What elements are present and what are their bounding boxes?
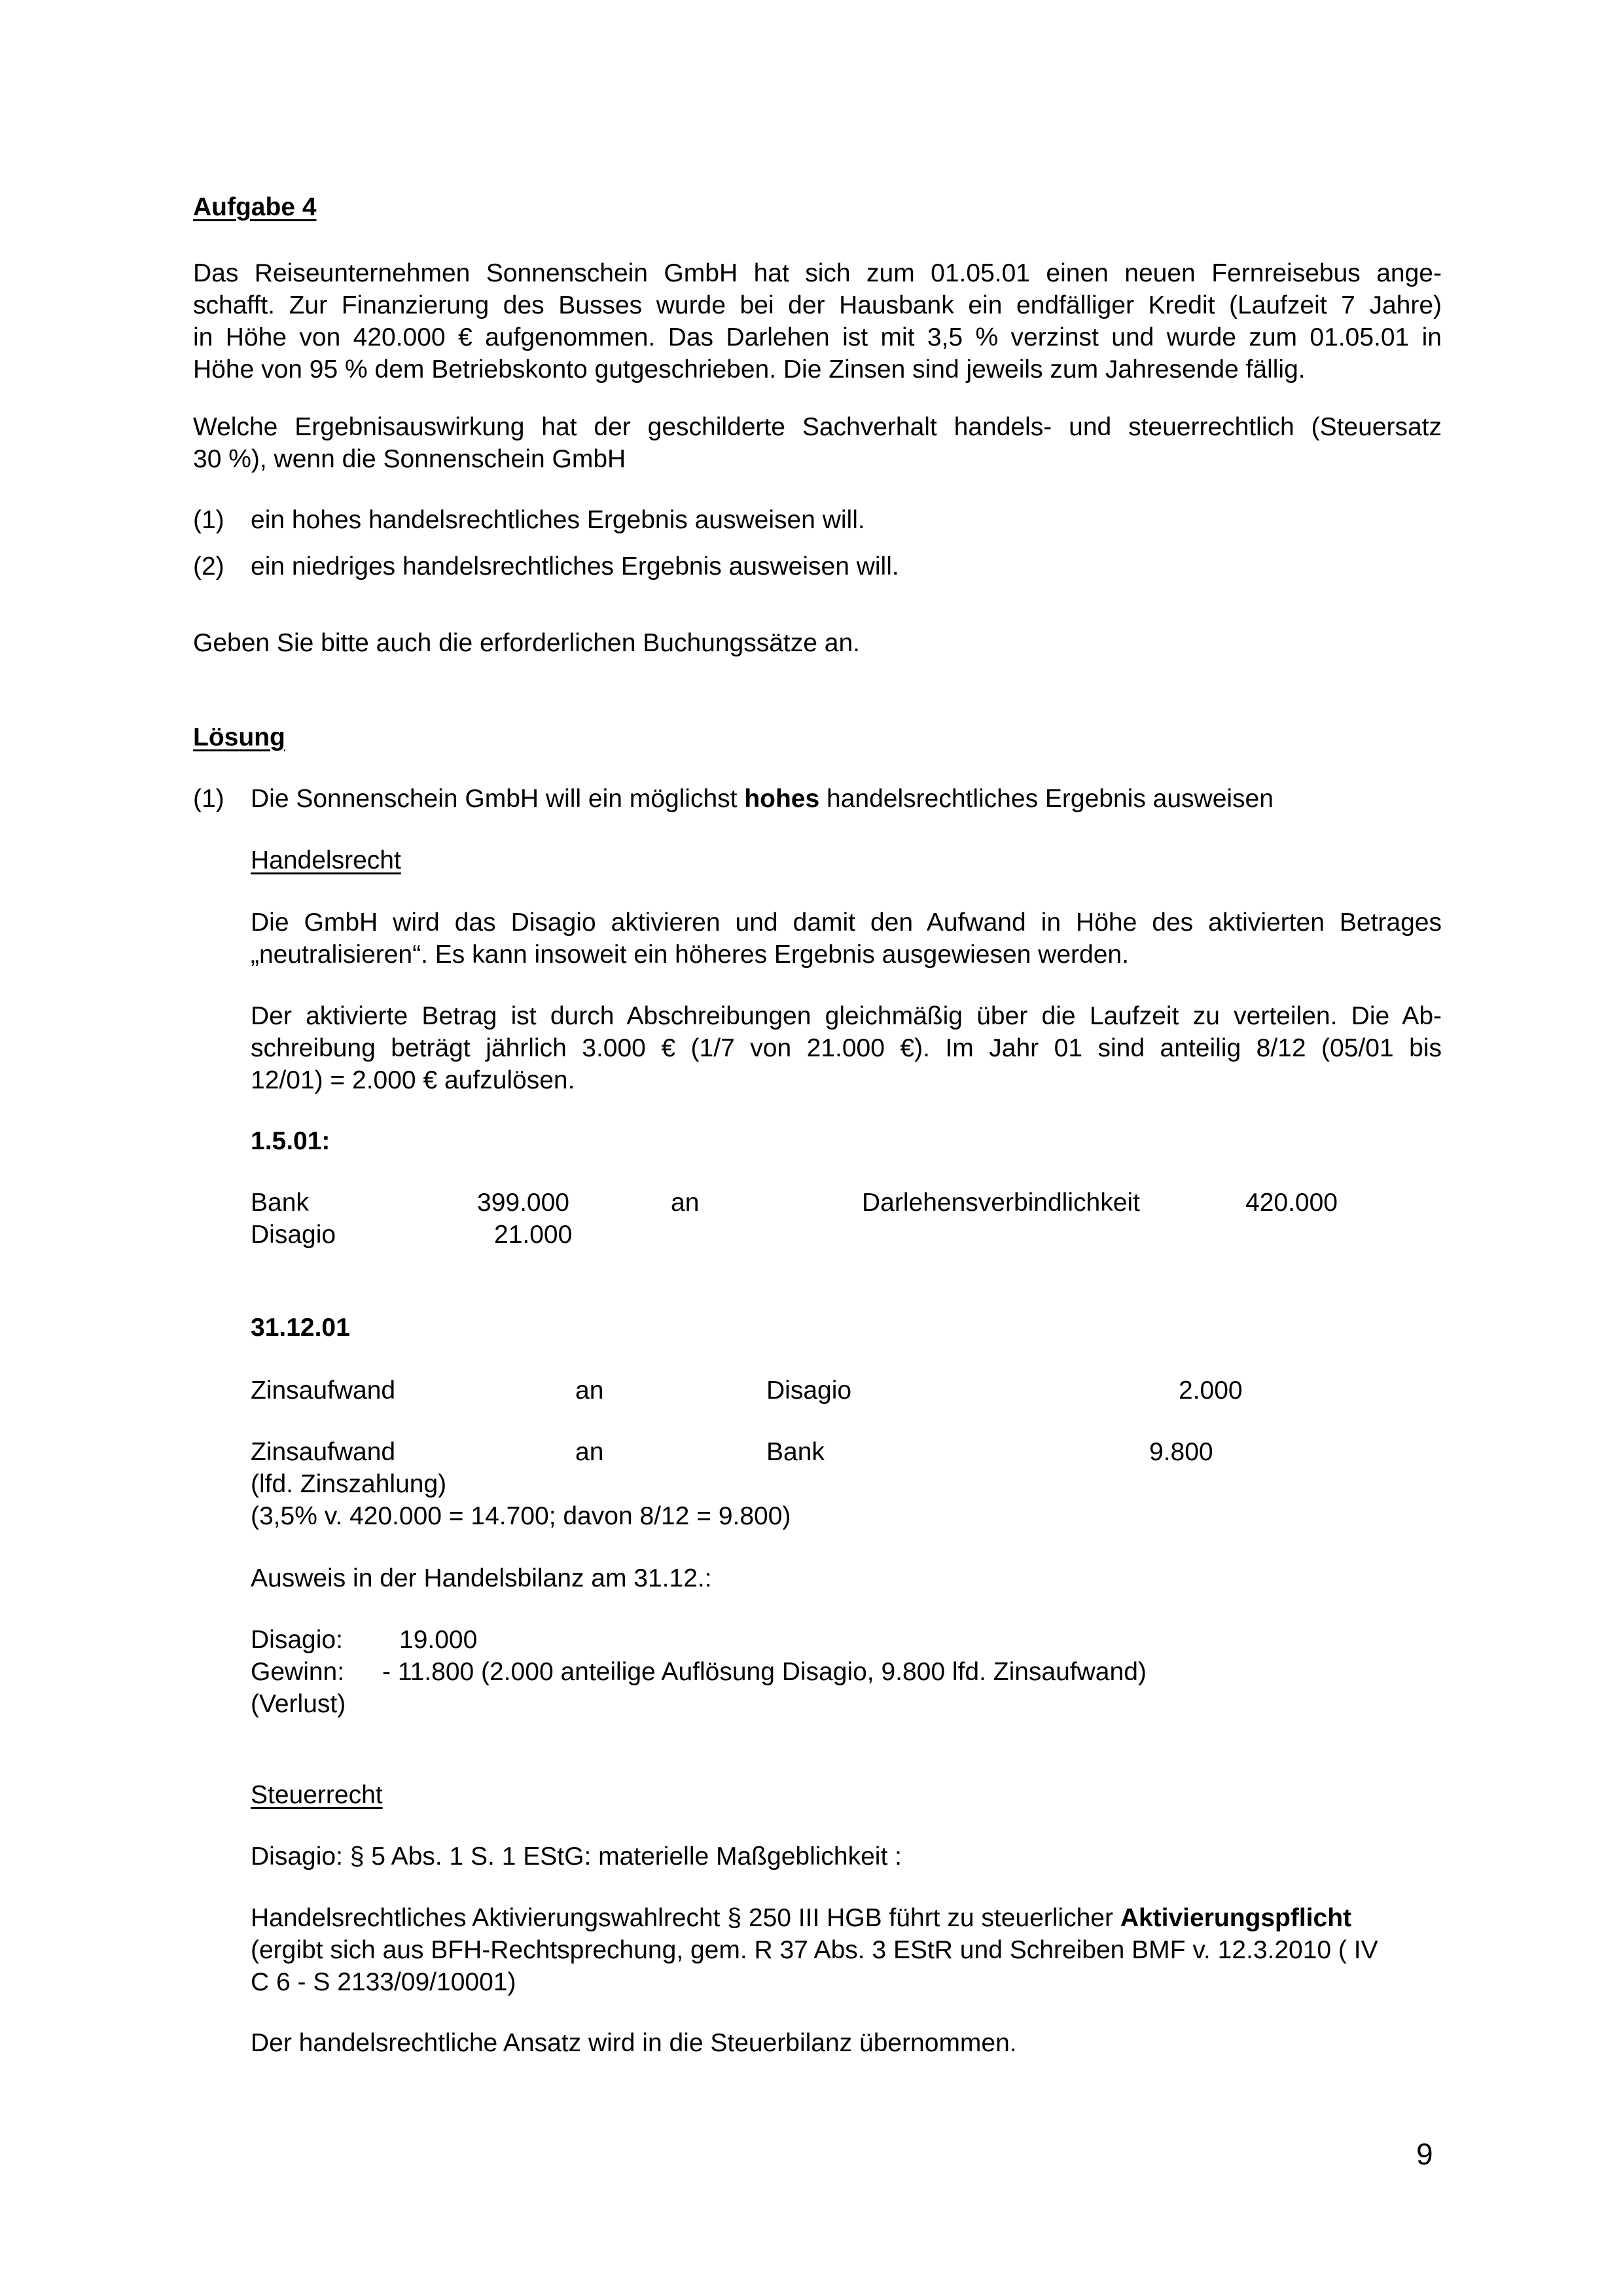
steuerrecht-text-part: Handelsrechtliches Aktivierungswahlrecht § 250 III HGB führt zu steuerlicher (251, 1904, 1120, 1932)
ausweis-disagio-label: Disagio: (251, 1626, 343, 1654)
booking-date-1: 1.5.01: (251, 1127, 330, 1155)
paragraph-line: Der aktivierte Betrag ist durch Abschreibungen gleichmäßig über die Laufzeit zu verteilen. Die Ab- (251, 1002, 1442, 1030)
paragraph-line: in Höhe von 420.000 € aufgenommen. Das Darlehen ist mit 3,5 % verzinst und wurde zum 01.05.01 in (193, 323, 1442, 351)
booking1-an: an (671, 1189, 700, 1217)
ausweis-gewinn-label: Gewinn: (251, 1658, 345, 1686)
handelsrecht-heading: Handelsrecht (251, 846, 401, 874)
paragraph-line: Die GmbH wird das Disagio aktivieren und damit den Aufwand in Höhe des aktivierten Betrages (251, 908, 1442, 937)
paragraph-line: schreibung beträgt jährlich 3.000 € (1/7 von 21.000 €). Im Jahr 01 sind anteilig 8/12 (05/01 bis (251, 1034, 1442, 1062)
paragraph-line: „neutralisieren“. Es kann insoweit ein höheres Ergebnis ausgewiesen werden. (251, 941, 1129, 969)
steuerrecht-last-line: Der handelsrechtliche Ansatz wird in die Steuerbilanz übernommen. (251, 2029, 1017, 2057)
aufgabe-paragraph-2 (193, 411, 1442, 475)
paragraph-line: Höhe von 95 % dem Betriebskonto gutgeschrieben. Die Zinsen sind jeweils zum Jahresende fällig. (193, 355, 1306, 384)
ausweis-disagio-value: 19.000 (399, 1626, 478, 1654)
item-text-2: ein niedriges handelsrechtliches Ergebnis ausweisen will. (251, 552, 899, 581)
booking3-account: Zinsaufwand (251, 1438, 396, 1466)
case-text-part: handelsrechtliches Ergebnis ausweisen (819, 785, 1274, 813)
case-text-1 (251, 783, 1274, 815)
booking3-note-2: (3,5% v. 420.000 = 14.700; davon 8/12 = 9.800) (251, 1502, 791, 1530)
case-number-1: (1) (193, 785, 224, 813)
steuerrecht-text-bold: Aktivierungspflicht (1120, 1904, 1352, 1932)
handelsrecht-paragraph-1 (251, 906, 1442, 971)
booking1-counter-amount: 420.000 (1245, 1189, 1338, 1217)
ausweis-heading: Ausweis in der Handelsbilanz am 31.12.: (251, 1564, 712, 1592)
item-number-1: (1) (193, 506, 224, 534)
booking2-an: an (575, 1376, 604, 1405)
ausweis-gewinn-value: - 11.800 (2.000 anteilige Auflösung Disagio, 9.800 lfd. Zinsaufwand) (382, 1658, 1147, 1686)
steuerrecht-paragraph-line-2: (ergibt sich aus BFH-Rechtsprechung, gem. R 37 Abs. 3 EStR und Schreiben BMF v. 12.3.2010 ( IV (251, 1936, 1378, 1964)
aufgabe-paragraph-3: Geben Sie bitte auch die erforderlichen Buchungssätze an. (193, 629, 860, 657)
steuerrecht-heading: Steuerrecht (251, 1781, 383, 1809)
booking3-note-1: (lfd. Zinszahlung) (251, 1470, 447, 1498)
booking1-counter-account: Darlehensverbindlichkeit (862, 1189, 1140, 1217)
paragraph-line: schafft. Zur Finanzierung des Busses wurde bei der Hausbank ein endfälliger Kredit (Laufzeit 7 Jahre) (193, 291, 1442, 319)
steuerrecht-line-1: Disagio: § 5 Abs. 1 S. 1 EStG: materielle Maßgeblichkeit : (251, 1842, 902, 1871)
booking-date-2: 31.12.01 (251, 1314, 350, 1342)
item-text-1: ein hohes handelsrechtliches Ergebnis ausweisen will. (251, 506, 865, 534)
steuerrecht-paragraph-line-1 (251, 1902, 1351, 1934)
paragraph-line: Das Reiseunternehmen Sonnenschein GmbH hat sich zum 01.05.01 einen neuen Fernreisebus ange- (193, 259, 1442, 287)
booking1-account-2: Disagio (251, 1221, 336, 1249)
booking2-amount: 2.000 (1179, 1376, 1243, 1405)
booking2-counter-account: Disagio (766, 1376, 852, 1405)
aufgabe-paragraph-1 (193, 257, 1442, 386)
booking3-an: an (575, 1438, 604, 1466)
booking3-amount: 9.800 (1149, 1438, 1213, 1466)
paragraph-line: 30 %), wenn die Sonnenschein GmbH (193, 445, 626, 473)
aufgabe-title: Aufgabe 4 (193, 193, 317, 221)
item-number-2: (2) (193, 552, 224, 581)
loesung-title: Lösung (193, 723, 285, 751)
page-number: 9 (1416, 2137, 1433, 2171)
paragraph-line: Welche Ergebnisauswirkung hat der geschilderte Sachverhalt handels- und steuerrechtlich (Steuersatz (193, 413, 1442, 441)
steuerrecht-paragraph-line-3: C 6 - S 2133/09/10001) (251, 1968, 516, 1996)
handelsrecht-paragraph-2 (251, 1000, 1442, 1096)
booking1-amount: 399.000 (477, 1189, 569, 1217)
case-text-part: Die Sonnenschein GmbH will ein möglichst (251, 785, 745, 813)
ausweis-verlust: (Verlust) (251, 1690, 346, 1718)
booking1-account: Bank (251, 1189, 309, 1217)
paragraph-line: 12/01) = 2.000 € aufzulösen. (251, 1066, 575, 1094)
booking3-counter-account: Bank (766, 1438, 825, 1466)
booking2-account: Zinsaufwand (251, 1376, 396, 1405)
case-text-bold: hohes (744, 785, 820, 813)
booking1-amount-2: 21.000 (494, 1221, 573, 1249)
